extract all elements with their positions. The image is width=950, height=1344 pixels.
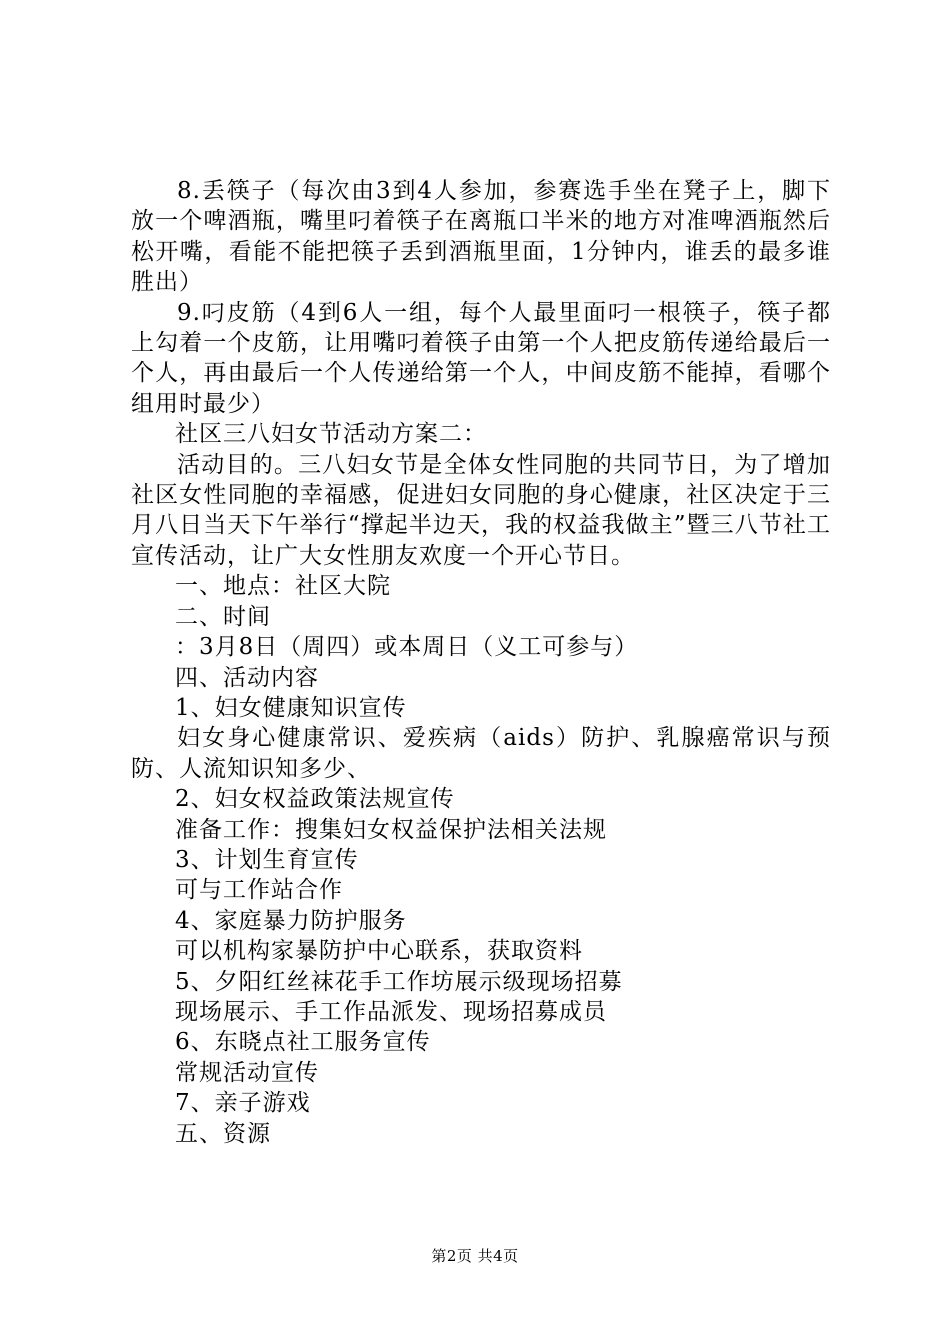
section-location: 一、地点：社区大院 (175, 573, 391, 600)
content-item-3: 3、计划生育宣传 (175, 846, 359, 873)
page-number-footer: 第2页 共4页 (431, 1247, 519, 1265)
content-item-1-detail: 妇女身心健康常识、爱疾病（aids）防护、乳腺癌常识与预防、人流知识知多少、 (131, 725, 831, 782)
time-detail: ：3月8日（周四）或本周日（义工可参与） (175, 634, 639, 661)
paragraph-item-9: 9.叼皮筋（4到6人一组，每个人最里面叼一根筷子，筷子都上勾着一个皮筋，让用嘴叼着筷子由第一个人把皮筋传递给最后一个人，再由最后一个人传递给第一个人，中间皮筋不能掉，看哪个组用时最少） (131, 299, 831, 417)
document-body (131, 176, 831, 1149)
paragraph-purpose: 活动目的。三八妇女节是全体女性同胞的共同节日，为了增加社区女性同胞的幸福感，促进妇女同胞的身心健康，社区决定于三月八日当天下午举行“撑起半边天，我的权益我做主”暨三八节社工宣传活动，让广大女性朋友欢度一个开心节日。 (131, 451, 831, 569)
section-activity-content: 四、活动内容 (175, 664, 319, 691)
content-item-6-detail: 常规活动宣传 (175, 1059, 319, 1086)
content-item-1: 1、妇女健康知识宣传 (175, 694, 407, 721)
content-item-5: 5、夕阳红丝袜花手工作坊展示级现场招募 (175, 968, 623, 995)
paragraph-item-8: 8.丢筷子（每次由3到4人参加，参赛选手坐在凳子上，脚下放一个啤酒瓶，嘴里叼着筷子在离瓶口半米的地方对准啤酒瓶然后松开嘴，看能不能把筷子丢到酒瓶里面，1分钟内，谁丢的最多谁胜出） (131, 178, 831, 296)
section-time: 二、时间 (175, 603, 271, 630)
content-item-6: 6、东晓点社工服务宣传 (175, 1029, 431, 1056)
content-item-4-detail: 可以机构家暴防护中心联系，获取资料 (175, 938, 583, 965)
section-resources: 五、资源 (175, 1120, 271, 1147)
content-item-2: 2、妇女权益政策法规宣传 (175, 786, 455, 813)
content-item-4: 4、家庭暴力防护服务 (175, 907, 407, 934)
content-item-3-detail: 可与工作站合作 (175, 877, 343, 904)
section-heading-plan-two: 社区三八妇女节活动方案二： (175, 421, 487, 448)
content-item-5-detail: 现场展示、手工作品派发、现场招募成员 (175, 998, 607, 1025)
content-item-7: 7、亲子游戏 (175, 1090, 311, 1117)
content-item-2-detail: 准备工作：搜集妇女权益保护法相关法规 (175, 816, 607, 843)
